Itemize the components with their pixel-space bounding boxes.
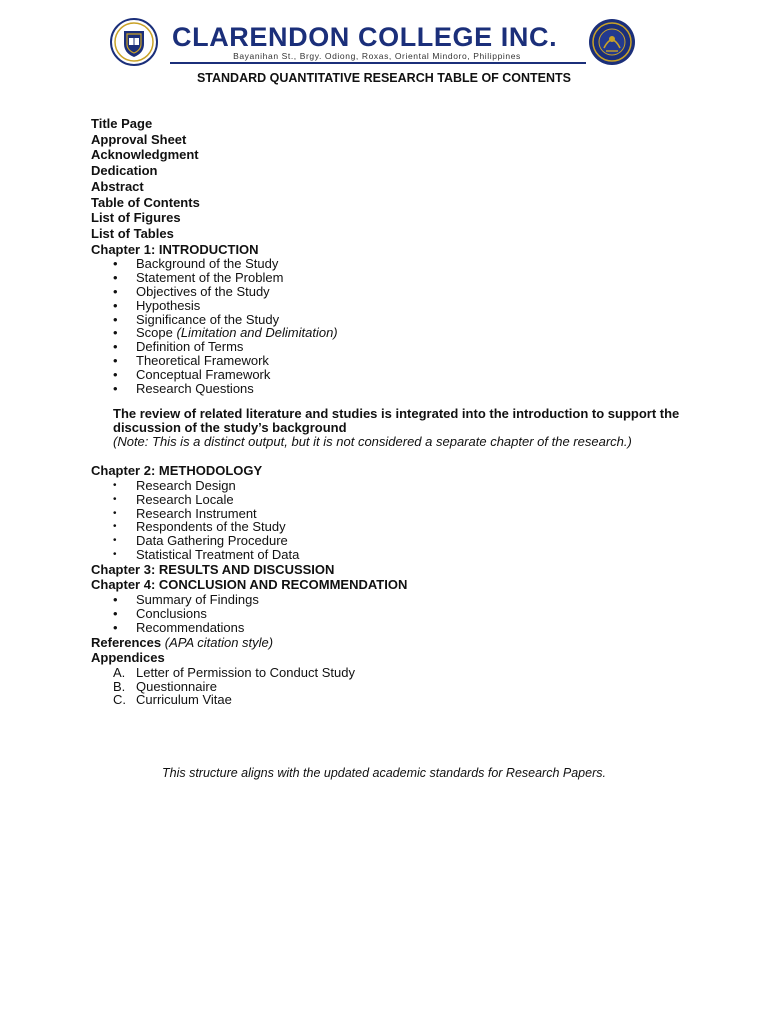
references-line xyxy=(91,635,731,651)
appendix-letter: A. xyxy=(113,664,126,680)
college-name: CLARENDON COLLEGE INC. xyxy=(172,22,558,52)
appendix-text: Letter of Permission to Conduct Study xyxy=(136,664,355,680)
rrl-note-italic: (Note: This is a distinct output, but it is not considered a separate chapter of the research.) xyxy=(113,434,632,450)
list-item: • Significance of the Study xyxy=(136,313,731,327)
list-item: • Conclusions xyxy=(136,607,731,621)
chapter4-heading: Chapter 4: CONCLUSION AND RECOMMENDATION xyxy=(91,577,408,593)
list-item: • Objectives of the Study xyxy=(136,285,731,299)
appendices-heading: Appendices xyxy=(91,650,165,666)
list-item-scope xyxy=(136,326,731,340)
toc-approval-sheet: Approval Sheet xyxy=(91,131,187,147)
list-item: • Definition of Terms xyxy=(136,340,731,354)
chapter2-list xyxy=(91,479,731,562)
references-note: (APA citation style) xyxy=(164,634,274,650)
references-label: References xyxy=(91,634,162,650)
header-divider xyxy=(170,62,586,64)
list-item: • Respondents of the Study xyxy=(136,520,731,534)
list-item: • Statement of the Problem xyxy=(136,271,731,285)
list-item: • Research Design xyxy=(136,479,731,493)
list-item xyxy=(113,664,731,680)
toc-dedication: Dedication xyxy=(91,163,158,179)
chapter4-list xyxy=(91,593,731,634)
rrl-note-text: The review of related literature and studies is integrated into the introduction to support the discussion of the study’s background xyxy=(113,406,680,436)
toc-list-of-figures: List of Figures xyxy=(91,210,181,226)
toc-title-page: Title Page xyxy=(91,116,153,131)
list-item xyxy=(113,678,731,694)
list-item: • Research Locale xyxy=(136,493,731,507)
list-item xyxy=(113,692,731,708)
list-item: • Data Gathering Procedure xyxy=(136,534,731,548)
list-item: • Summary of Findings xyxy=(136,593,731,607)
appendix-letter: B. xyxy=(113,678,126,694)
chapter2-heading: Chapter 2: METHODOLOGY xyxy=(91,463,263,479)
list-item: • Statistical Treatment of Data xyxy=(136,548,731,562)
list-item: • Research Questions xyxy=(136,382,731,396)
scope-label: Scope xyxy=(136,325,173,341)
toc-acknowledgment: Acknowledgment xyxy=(91,147,199,163)
appendices-list xyxy=(91,666,731,707)
list-item: • Research Instrument xyxy=(136,507,731,521)
scope-note: (Limitation and Delimitation) xyxy=(176,325,338,341)
toc-list-of-tables: List of Tables xyxy=(91,225,174,241)
appendix-text: Questionnaire xyxy=(136,678,217,694)
college-round-seal-icon xyxy=(588,18,636,66)
document-title: STANDARD QUANTITATIVE RESEARCH TABLE OF CONTENTS xyxy=(196,71,572,85)
list-item: • Recommendations xyxy=(136,621,731,635)
list-item: • Hypothesis xyxy=(136,299,731,313)
list-item: • Background of the Study xyxy=(136,257,731,271)
table-of-contents xyxy=(91,116,731,707)
closing-statement: This structure aligns with the updated academic standards for Research Papers. xyxy=(162,766,606,780)
chapter1-list xyxy=(91,257,731,395)
toc-table-of-contents: Table of Contents xyxy=(91,194,200,210)
list-item: • Theoretical Framework xyxy=(136,354,731,368)
letterhead xyxy=(0,0,768,70)
rrl-note xyxy=(113,407,733,449)
chapter1-heading: Chapter 1: INTRODUCTION xyxy=(91,241,259,257)
college-shield-seal-icon xyxy=(110,18,158,66)
chapter3-heading: Chapter 3: RESULTS AND DISCUSSION xyxy=(91,561,335,577)
appendix-text: Curriculum Vitae xyxy=(136,692,232,708)
list-item: • Conceptual Framework xyxy=(136,368,731,382)
toc-abstract: Abstract xyxy=(91,178,144,194)
appendix-letter: C. xyxy=(113,692,126,708)
college-address: Bayanihan St., Brgy. Odiong, Roxas, Oriental Mindoro, Philippines xyxy=(233,51,521,61)
